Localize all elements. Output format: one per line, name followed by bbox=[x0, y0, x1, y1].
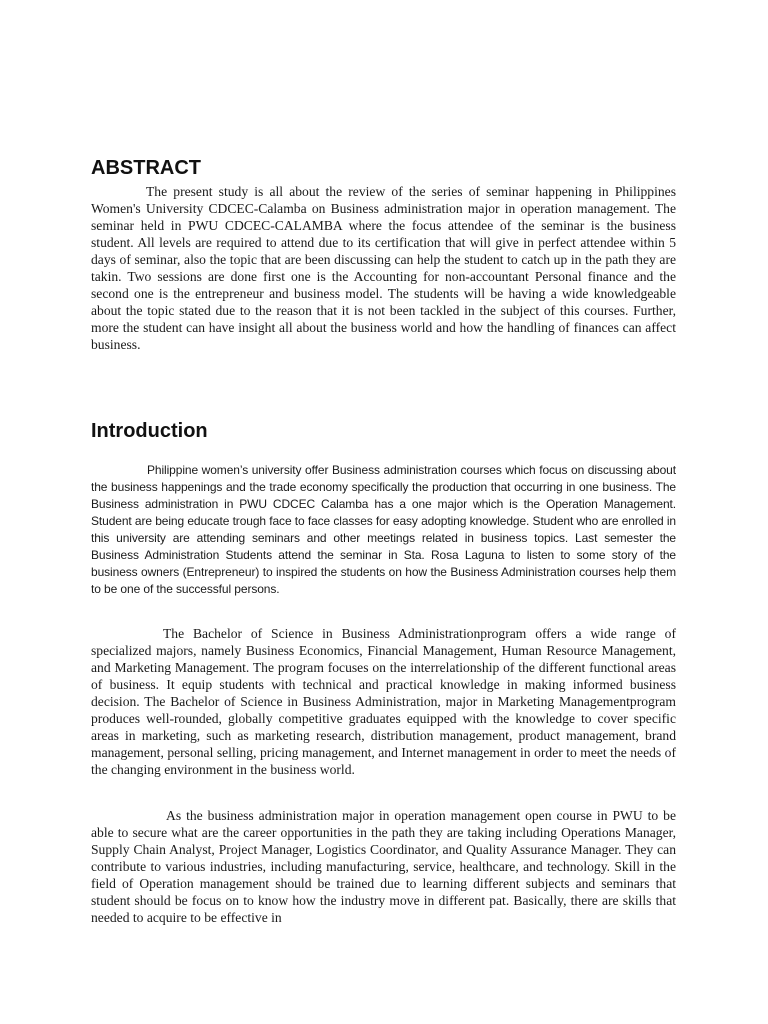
introduction-paragraph-2: The Bachelor of Science in Business Administrationprogram offers a wide range of specialized majors, namely Business Economics, Financial Management, Human Resource Management, and Marketing Management. The program focuses on the interrelationship of the different functional areas of business. It equip students with technical and practical knowledge in making informed business decision. The Bachelor of Science in Business Administration, major in Marketing Managementprogram produces well-rounded, globally competitive graduates equipped with the knowledge to cover specific areas in marketing, such as marketing research, distribution management, product management, brand management, personal selling, pricing management, and Internet management in order to meet the needs of the changing environment in the business world. bbox=[91, 626, 676, 777]
abstract-heading: ABSTRACT bbox=[91, 157, 201, 179]
abstract-paragraph: The present study is all about the review of the series of seminar happening in Philippines Women's University CDCEC-Calamba on Business administration major in operation management. The seminar held in PWU CDCEC-CALAMBA where the focus attendee of the seminar is the business student. All levels are required to attend due to its certification that will give in perfect attendee within 5 days of seminar, also the topic that are been discussing can help the student to catch up in the path they are takin. Two sessions are done first one is the Accounting for non-accountant Personal finance and the second one is the entrepreneur and business model. The students will be having a wide knowledgeable about the topic stated due to the reason that it is not been tackled in the subject of this courses. Further, more the student can have insight all about the business world and how the handling of finances can affect business. bbox=[91, 184, 676, 352]
introduction-paragraph-1: Philippine women’s university offer Business administration courses which focus on discussing about the business happenings and the trade economy specifically the production that occurring in one business. The Business administration in PWU CDCEC Calamba has a one major which is the Operation Management. Student are being educate trough face to face classes for easy adopting knowledge. Student who are enrolled in this university are attending seminars and other meetings related in business topics. Last semester the Business Administration Students attend the seminar in Sta. Rosa Laguna to listen to some story of the business owners (Entrepreneur) to inspired the students on how the Business Administration courses help them to be one of the successful persons. bbox=[91, 463, 676, 596]
introduction-paragraph-3: As the business administration major in operation management open course in PWU to be able to secure what are the career opportunities in the path they are taking including Operations Manager, Supply Chain Analyst, Project Manager, Logistics Coordinator, and Quality Assurance Manager. They can contribute to various industries, including manufacturing, service, healthcare, and technology. Skill in the field of Operation management should be trained due to learning different subjects and seminars that student should be focus on to know how the industry move in different pat. Basically, there are skills that needed to acquire to be effective in bbox=[91, 808, 676, 925]
introduction-heading: Introduction bbox=[91, 420, 208, 442]
